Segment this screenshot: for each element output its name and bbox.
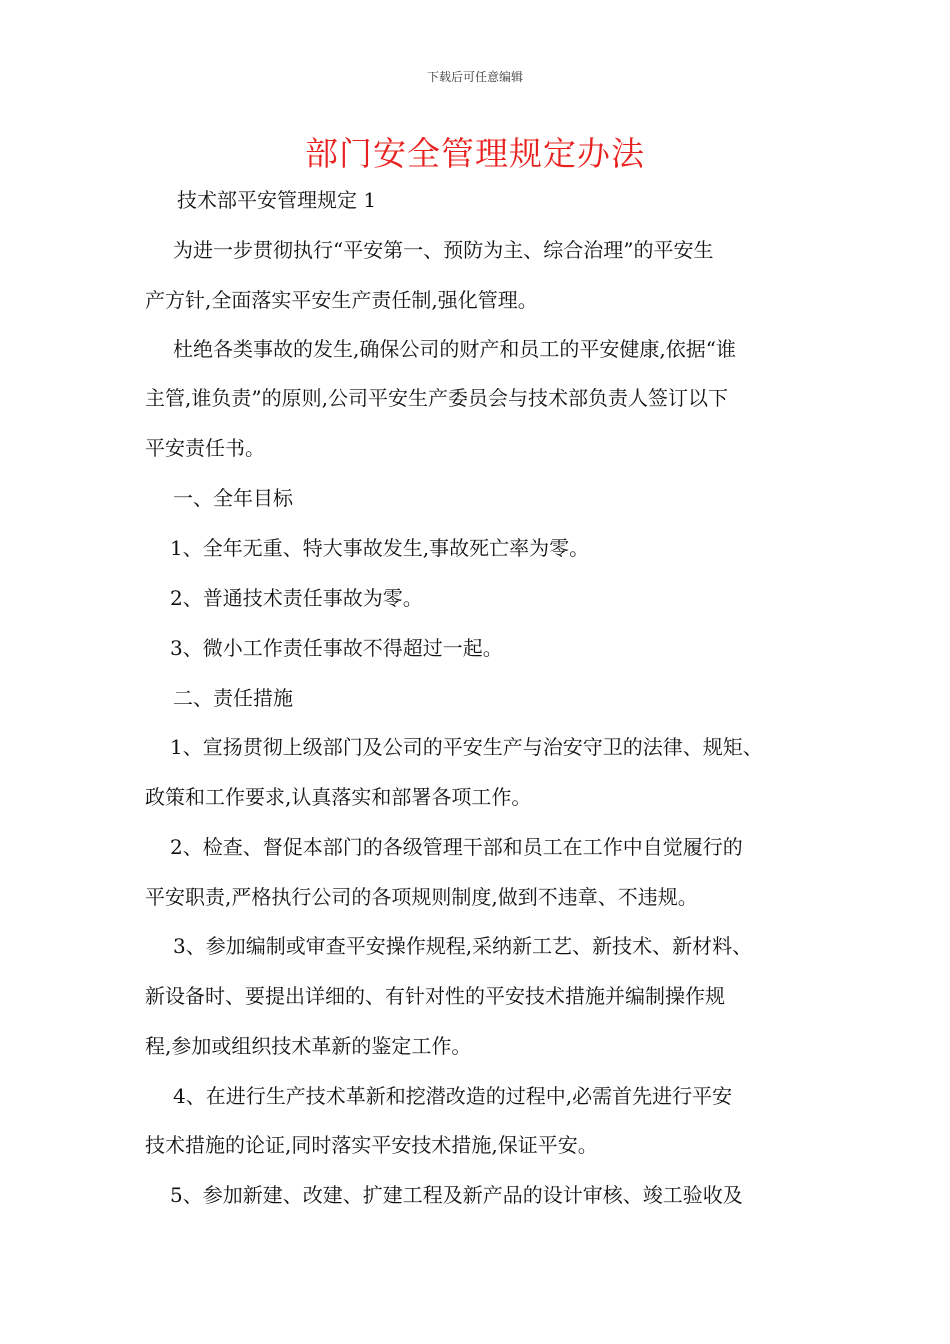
list-item: 1、全年无重、特大事故发生,事故死亡率为零。	[170, 536, 590, 560]
list-item: 3、微小工作责任事故不得超过一起。	[170, 636, 503, 660]
list-item-continuation: 政策和工作要求,认真落实和部署各项工作。	[145, 785, 532, 809]
paragraph-line: 为进一步贯彻执行“平安第一、预防为主、综合治理”的平安生	[173, 238, 714, 262]
list-item: 1、宣扬贯彻上级部门及公司的平安生产与治安守卫的法律、规矩、	[170, 735, 763, 759]
subtitle-line: 技术部平安管理规定 1	[177, 188, 377, 212]
list-item-continuation: 新设备时、要提出详细的、有针对性的平安技术措施并编制操作规	[145, 984, 725, 1008]
list-item: 2、检查、督促本部门的各级管理干部和员工在工作中自觉履行的	[170, 835, 743, 859]
list-item: 4、在进行生产技术革新和挖潜改造的过程中,必需首先进行平安	[173, 1084, 733, 1108]
list-item-continuation: 平安职责,严格执行公司的各项规则制度,做到不违章、不违规。	[145, 885, 698, 909]
document-title: 部门安全管理规定办法	[305, 134, 645, 173]
list-item: 2、普通技术责任事故为零。	[170, 586, 423, 610]
paragraph-line: 平安责任书。	[145, 436, 265, 460]
list-item-continuation: 技术措施的论证,同时落实平安技术措施,保证平安。	[145, 1133, 598, 1157]
section-heading: 二、责任措施	[173, 686, 293, 710]
list-item: 5、参加新建、改建、扩建工程及新产品的设计审核、竣工验收及	[170, 1183, 743, 1207]
paragraph-line: 杜绝各类事故的发生,确保公司的财产和员工的平安健康,依据“谁	[173, 337, 736, 361]
section-heading: 一、全年目标	[173, 486, 293, 510]
list-item-continuation: 程,参加或组织技术革新的鉴定工作。	[145, 1034, 472, 1058]
paragraph-line: 产方针,全面落实平安生产责任制,强化管理。	[145, 288, 538, 312]
list-item: 3、参加编制或审查平安操作规程,采纳新工艺、新技术、新材料、	[173, 934, 753, 958]
header-note: 下载后可任意编辑	[426, 70, 523, 84]
paragraph-line: 主管,谁负责”的原则,公司平安生产委员会与技术部负责人签订以下	[145, 386, 728, 410]
